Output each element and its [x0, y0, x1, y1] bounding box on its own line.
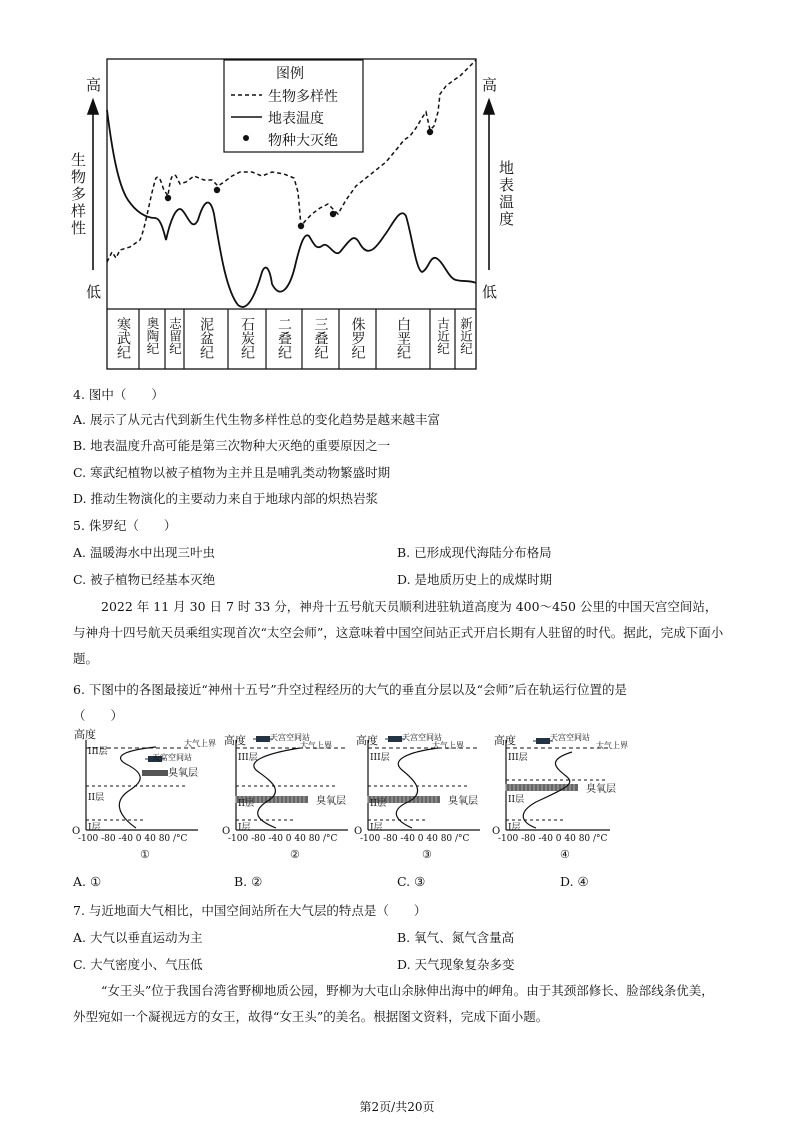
ozone-label: 臭氧层	[168, 768, 198, 779]
atmosphere-top-label: 大气上界	[184, 739, 216, 748]
q5-option-d[interactable]: D. 是地质历史上的成煤时期	[397, 572, 553, 587]
period-label: 志留纪	[167, 317, 183, 355]
legend-title: 图例	[276, 66, 304, 82]
layer-i-label: I层	[238, 823, 251, 833]
q5-option-c[interactable]: C. 被子植物已经基本灭绝	[73, 572, 216, 587]
layer-i-label: I层	[508, 823, 521, 833]
origin-label: O	[492, 826, 501, 837]
atmosphere-top-label: 大气上界	[300, 741, 332, 750]
period-label: 三叠纪	[312, 317, 329, 359]
atmosphere-top-label: 大气上界	[432, 741, 464, 750]
q6-paren: （ ）	[73, 708, 124, 723]
ozone-label: 臭氧层	[586, 784, 616, 795]
q5-option-a[interactable]: A. 温暖海水中出现三叶虫	[73, 545, 215, 560]
passage-space-station: 2022 年 11 月 30 日 7 时 33 分，神舟十五号航天员顺利进驻轨道高度为 400～450 公里的中国天宫空间站，与神舟十四号航天员乘组实现首次“太空会师”，这意味着中国空间站正式开启长期有人驻留的时代。据此，完成下面小题。	[73, 599, 724, 666]
legend-extinction: 物种大灭绝	[268, 133, 338, 149]
height-label: 高度	[356, 734, 378, 747]
layer-iii-label: III层	[88, 747, 108, 757]
panel-number: ③	[422, 848, 432, 861]
right-high-label: 高	[482, 76, 498, 94]
legend-biodiversity: 生物多样性	[268, 89, 338, 105]
period-label: 泥盆纪	[198, 317, 214, 359]
q7-option-a[interactable]: A. 大气以垂直运动为主	[73, 930, 203, 945]
station-label: 天宫空间站	[402, 733, 442, 742]
station-label: 天宫空间站	[152, 753, 192, 762]
right-low-label: 低	[482, 283, 498, 301]
q7-option-c[interactable]: C. 大气密度小、气压低	[73, 957, 203, 972]
page-footer: 第2页/共20页	[359, 1100, 435, 1114]
q4-option-d[interactable]: D. 推动生物演化的主要动力来自于地球内部的炽热岩浆	[73, 491, 379, 506]
layer-iii-label: III层	[238, 753, 258, 763]
origin-label: O	[354, 826, 363, 837]
legend-temperature: 地表温度	[268, 111, 324, 127]
right-arrow	[484, 100, 494, 270]
passage-queens-head: “女王头”位于我国台湾省野柳地质公园，野柳为大屯山余脉伸出海中的岬角。由于其颈部修长、脸部线条优美，外型宛如一个凝视远方的女王，故得“女王头”的美名。根据图文资料，完成下面小题。	[73, 983, 714, 1024]
q6-option-a[interactable]: A. ①	[73, 874, 102, 889]
x-axis-ticks: -100 -80 -40 0 40 80 /°C	[360, 834, 470, 844]
period-label: 二叠纪	[276, 317, 292, 359]
q6-option-b[interactable]: B. ②	[234, 874, 263, 889]
layer-iii-label: III层	[508, 753, 528, 763]
q7-stem: 7. 与近地面大气相比，中国空间站所在大气层的特点是（ ）	[73, 903, 427, 918]
ozone-label: 臭氧层	[316, 796, 346, 807]
panel-number: ①	[140, 848, 150, 861]
q6-stem: 6. 下图中的各图最接近“神州十五号”升空过程经历的大气的垂直分层以及“会师”后在轨运行位置的是	[73, 682, 627, 697]
left-arrow	[88, 100, 98, 270]
layer-ii-label: II层	[238, 799, 255, 809]
x-axis-ticks: -100 -80 -40 0 40 80 /°C	[498, 834, 608, 844]
period-label: 新近纪	[458, 317, 474, 355]
period-label: 石炭纪	[239, 317, 255, 359]
q7-option-d[interactable]: D. 天气现象复杂多变	[397, 957, 515, 972]
right-axis-label: 地表温度	[497, 160, 515, 228]
origin-label: O	[222, 826, 231, 837]
q7-option-b[interactable]: B. 氧气、氮气含量高	[397, 930, 515, 945]
panel-number: ④	[560, 848, 570, 861]
q6-option-d[interactable]: D. ④	[560, 874, 589, 889]
q5-stem: 5. 侏罗纪（ ）	[73, 518, 177, 533]
panel-number: ②	[290, 848, 300, 861]
period-label: 白垩纪	[395, 317, 411, 359]
q4-option-a[interactable]: A. 展示了从元古代到新生代生物多样性总的变化趋势是越来越丰富	[73, 412, 440, 427]
q4-option-b[interactable]: B. 地表温度升高可能是第三次物种大灭绝的重要原因之一	[73, 438, 391, 453]
layer-iii-label: III层	[370, 753, 390, 763]
left-low-label: 低	[86, 283, 102, 301]
period-label: 古近纪	[435, 317, 451, 355]
height-label: 高度	[494, 734, 516, 747]
period-label: 奥陶纪	[145, 317, 160, 355]
origin-label: O	[72, 826, 81, 837]
atmosphere-top-label: 大气上界	[596, 741, 628, 750]
height-label: 高度	[74, 728, 96, 741]
layer-i-label: I层	[88, 823, 101, 833]
left-high-label: 高	[86, 76, 102, 94]
left-axis-label: 生物多样性	[69, 152, 87, 237]
q6-option-c[interactable]: C. ③	[397, 874, 426, 889]
station-label: 天宫空间站	[270, 733, 310, 742]
layer-ii-label: II层	[508, 795, 525, 805]
q4-option-c[interactable]: C. 寒武纪植物以被子植物为主并且是哺乳类动物繁盛时期	[73, 465, 391, 480]
q4-stem: 4. 图中（ ）	[73, 387, 164, 402]
x-axis-ticks: -100 -80 -40 0 40 80 /°C	[228, 834, 338, 844]
height-label: 高度	[224, 734, 246, 747]
period-label: 寒武纪	[115, 317, 131, 359]
q5-option-b[interactable]: B. 已形成现代海陆分布格局	[397, 545, 552, 560]
ozone-label: 臭氧层	[448, 796, 478, 807]
x-axis-ticks: -100 -80 -40 0 40 80 /°C	[78, 834, 188, 844]
station-label: 天宫空间站	[550, 733, 590, 742]
layer-i-label: I层	[370, 823, 383, 833]
layer-ii-label: II层	[88, 793, 105, 803]
period-label: 侏罗纪	[349, 317, 366, 359]
layer-ii-label: II层	[370, 799, 387, 809]
